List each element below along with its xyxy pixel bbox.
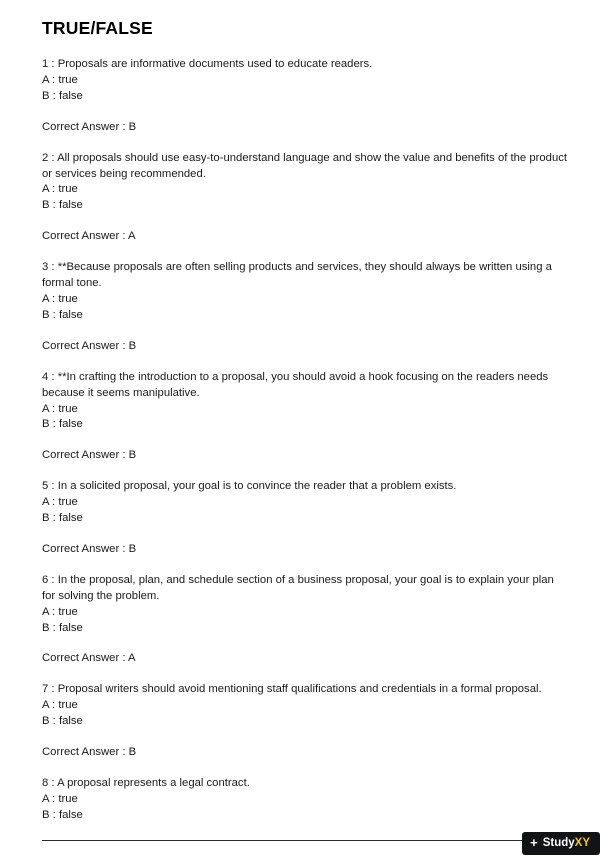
question-option: B : false xyxy=(42,418,83,431)
question-item xyxy=(42,573,570,668)
question-item xyxy=(42,479,570,558)
question-text: 1 : Proposals are informative documents used to educate readers. xyxy=(42,58,373,70)
question-option: A : true xyxy=(42,292,78,305)
question-text: 3 : **Because proposals are often selling products and services, they should always be written using a formal tone. xyxy=(42,261,552,290)
question-text: 4 : **In crafting the introduction to a proposal, you should avoid a hook focusing on the readers needs because it seems manipulative. xyxy=(42,370,549,399)
question-option: A : true xyxy=(42,183,78,196)
correct-answer: Correct Answer : B xyxy=(42,746,137,759)
question-text: 2 : All proposals should use easy-to-understand language and show the value and benefits of the product or services being recommended. xyxy=(42,151,568,180)
correct-answer: Correct Answer : A xyxy=(42,652,136,665)
watermark-brand-main: Study xyxy=(542,836,575,849)
question-option: B : false xyxy=(42,621,83,634)
question-text: 5 : In a solicited proposal, your goal is to convince the reader that a problem exists. xyxy=(42,480,457,493)
question-item xyxy=(42,151,570,246)
page-title: TRUE/FALSE xyxy=(42,18,153,38)
studyxy-watermark xyxy=(522,832,600,855)
question-option: A : true xyxy=(42,699,78,712)
question-text: 6 : In the proposal, plan, and schedule section of a business proposal, your goal is to explain your plan for solving the problem. xyxy=(42,573,554,602)
plus-icon: + xyxy=(530,835,538,850)
correct-answer: Correct Answer : B xyxy=(42,449,137,462)
question-item xyxy=(42,57,570,136)
question-option: A : true xyxy=(42,792,78,805)
question-text: 7 : Proposal writers should avoid mentioning staff qualifications and credentials in a formal proposal. xyxy=(42,683,542,696)
question-option: A : true xyxy=(42,402,78,415)
watermark-brand-accent: XY xyxy=(574,836,590,849)
question-option: A : true xyxy=(42,496,78,509)
question-option: B : false xyxy=(42,512,83,525)
question-item xyxy=(42,776,570,824)
question-option: B : false xyxy=(42,308,83,321)
correct-answer: Correct Answer : A xyxy=(42,230,136,243)
footer-divider xyxy=(42,840,570,841)
question-item xyxy=(42,370,570,465)
question-text: 8 : A proposal represents a legal contract. xyxy=(42,777,250,789)
correct-answer: Correct Answer : B xyxy=(42,542,137,555)
question-item xyxy=(42,682,570,761)
question-option: B : false xyxy=(42,715,83,728)
question-option: B : false xyxy=(42,89,83,102)
correct-answer: Correct Answer : B xyxy=(42,339,137,352)
question-option: A : true xyxy=(42,605,78,618)
correct-answer: Correct Answer : B xyxy=(42,120,137,133)
question-option: B : false xyxy=(42,199,83,212)
question-option: A : true xyxy=(42,73,78,86)
question-option: B : false xyxy=(42,808,83,821)
question-item xyxy=(42,260,570,355)
